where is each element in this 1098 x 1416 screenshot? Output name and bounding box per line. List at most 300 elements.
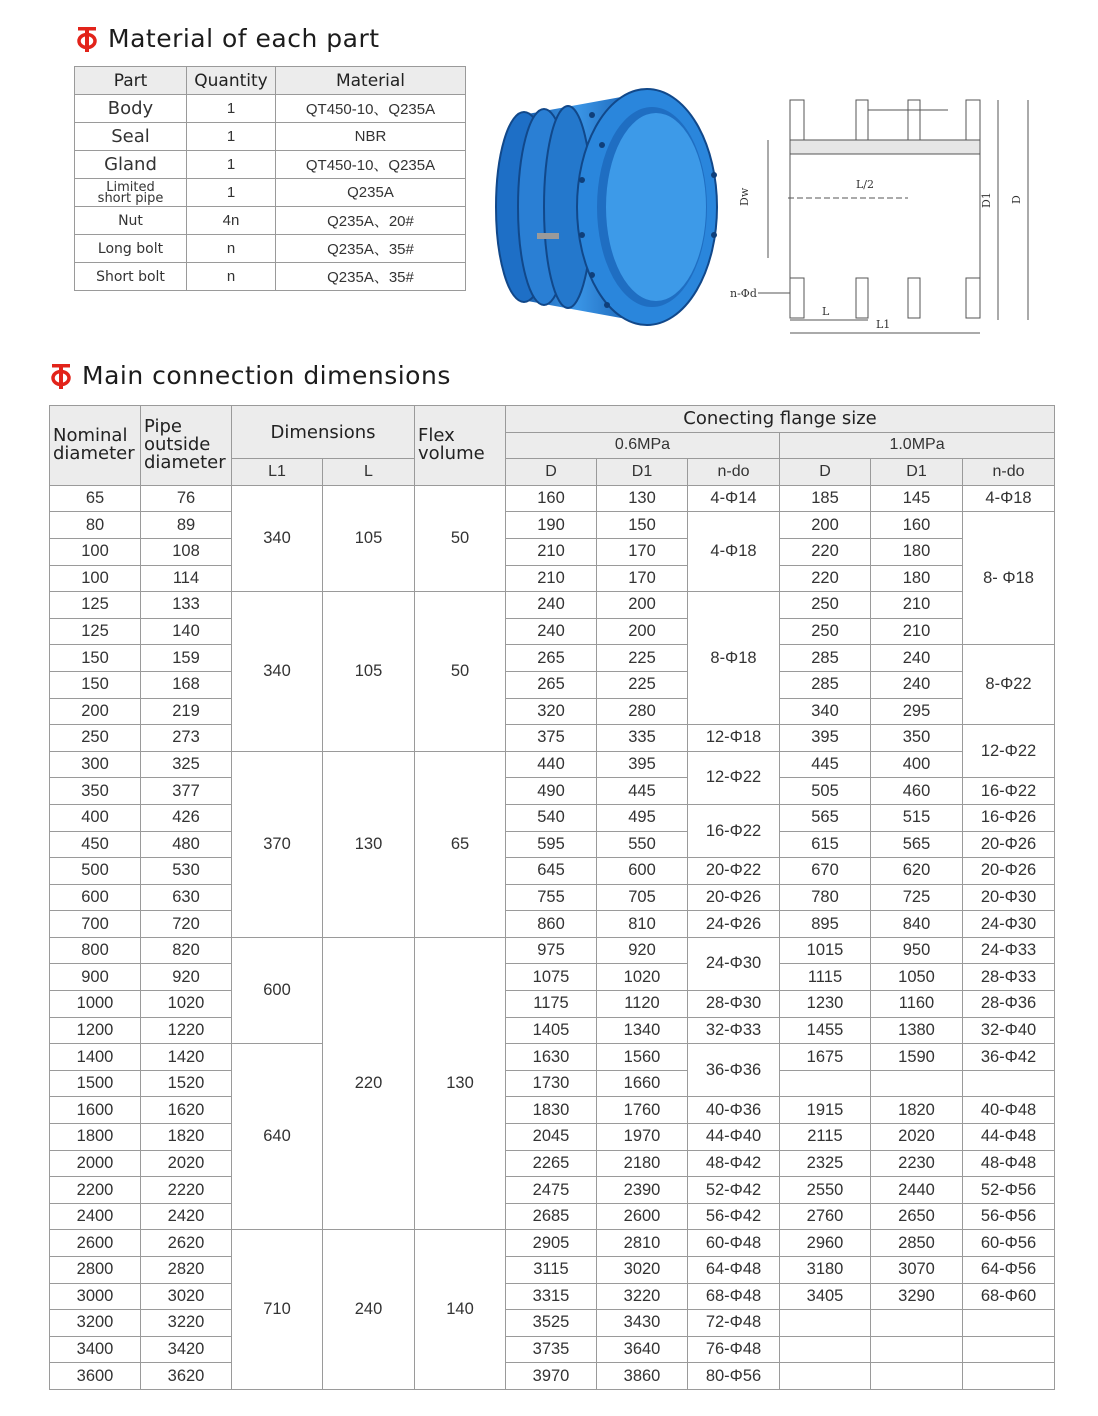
pipe-od-cell: 2220 <box>141 1177 232 1204</box>
part-cell: Short bolt <box>75 263 187 291</box>
quantity-cell: 4n <box>187 207 276 235</box>
header-line: Flex <box>418 425 455 447</box>
header-line: diameter <box>53 443 135 465</box>
d-10-cell: 1015 <box>780 937 871 964</box>
d1-10-cell: 2440 <box>871 1177 963 1204</box>
ndo-06-cell: 40-Φ36 <box>688 1097 780 1124</box>
d1-10-cell: 3070 <box>871 1257 963 1284</box>
ndo-06-cell: 16-Φ22 <box>688 804 780 857</box>
d1-06-cell: 395 <box>597 751 688 778</box>
column-header-d1: D1 <box>597 459 688 486</box>
table-header-row <box>50 406 1055 433</box>
d-10-cell: 2550 <box>780 1177 871 1204</box>
table-row <box>50 1124 1055 1151</box>
column-header-ndo: n-do <box>963 459 1055 486</box>
d1-06-cell: 2390 <box>597 1177 688 1204</box>
table-header-row <box>75 67 466 95</box>
table-row <box>75 263 466 291</box>
d1-06-cell: 1970 <box>597 1124 688 1151</box>
d1-10-cell: 1050 <box>871 964 963 991</box>
nominal-diameter-cell: 1200 <box>50 1017 141 1044</box>
d1-06-cell: 3020 <box>597 1257 688 1284</box>
d-10-cell: 615 <box>780 831 871 858</box>
table-row <box>75 235 466 263</box>
column-header-pressure: 0.6MPa <box>506 432 780 459</box>
nominal-diameter-cell: 700 <box>50 911 141 938</box>
d-06-cell: 2685 <box>506 1203 597 1230</box>
table-row <box>50 565 1055 592</box>
pipe-od-cell: 3220 <box>141 1310 232 1337</box>
d-10-cell <box>780 1070 871 1097</box>
d1-10-cell: 1590 <box>871 1044 963 1071</box>
table-row <box>75 151 466 179</box>
d1-06-cell: 130 <box>597 485 688 512</box>
ndo-06-cell: 52-Φ42 <box>688 1177 780 1204</box>
pipe-od-cell: 168 <box>141 671 232 698</box>
d1-06-cell: 1760 <box>597 1097 688 1124</box>
d-06-cell: 1830 <box>506 1097 597 1124</box>
ndo-06-cell: 24-Φ30 <box>688 937 780 990</box>
d-06-cell: 1175 <box>506 991 597 1018</box>
nominal-diameter-cell: 2400 <box>50 1203 141 1230</box>
ndo-06-cell: 20-Φ26 <box>688 884 780 911</box>
label-dw: Dw <box>738 187 751 206</box>
d1-06-cell: 3430 <box>597 1310 688 1337</box>
table-row <box>50 884 1055 911</box>
d-06-cell: 1730 <box>506 1070 597 1097</box>
pipe-od-cell: 2420 <box>141 1203 232 1230</box>
d1-06-cell: 150 <box>597 512 688 539</box>
table-row <box>50 538 1055 565</box>
pipe-od-cell: 76 <box>141 485 232 512</box>
d1-06-cell: 335 <box>597 725 688 752</box>
d1-06-cell: 3220 <box>597 1283 688 1310</box>
d-10-cell: 185 <box>780 485 871 512</box>
material-cell: Q235A、20# <box>276 207 466 235</box>
nominal-diameter-cell: 800 <box>50 937 141 964</box>
table-row <box>50 592 1055 619</box>
d1-10-cell <box>871 1336 963 1363</box>
header-line: Nominal <box>53 425 128 447</box>
ndo-10-cell: 36-Φ42 <box>963 1044 1055 1071</box>
table-row <box>50 512 1055 539</box>
label-nd: n-Φd <box>730 287 757 300</box>
ndo-10-cell <box>963 1310 1055 1337</box>
pipe-od-cell: 377 <box>141 778 232 805</box>
d-06-cell: 320 <box>506 698 597 725</box>
d1-10-cell: 1820 <box>871 1097 963 1124</box>
ndo-10-cell: 56-Φ56 <box>963 1203 1055 1230</box>
column-header-d: D <box>780 459 871 486</box>
d-06-cell: 160 <box>506 485 597 512</box>
d1-10-cell: 240 <box>871 645 963 672</box>
d-06-cell: 210 <box>506 538 597 565</box>
d1-10-cell: 1380 <box>871 1017 963 1044</box>
d-10-cell <box>780 1363 871 1390</box>
d-06-cell: 2045 <box>506 1124 597 1151</box>
ndo-06-cell: 8-Φ18 <box>688 592 780 725</box>
d-10-cell: 2960 <box>780 1230 871 1257</box>
d-10-cell: 285 <box>780 645 871 672</box>
l-cell: 130 <box>323 751 415 937</box>
l1-cell: 640 <box>232 1044 323 1230</box>
d-06-cell: 3735 <box>506 1336 597 1363</box>
dimensions-table <box>49 405 1055 1390</box>
table-row <box>50 778 1055 805</box>
part-cell: Long bolt <box>75 235 187 263</box>
d-10-cell: 445 <box>780 751 871 778</box>
pipe-od-cell: 1420 <box>141 1044 232 1071</box>
table-row <box>50 1177 1055 1204</box>
d1-06-cell: 225 <box>597 671 688 698</box>
d1-06-cell: 445 <box>597 778 688 805</box>
d1-06-cell: 495 <box>597 804 688 831</box>
d-10-cell <box>780 1336 871 1363</box>
d1-06-cell: 3860 <box>597 1363 688 1390</box>
nominal-diameter-cell: 3400 <box>50 1336 141 1363</box>
d-06-cell: 1075 <box>506 964 597 991</box>
nominal-diameter-cell: 600 <box>50 884 141 911</box>
d-10-cell: 3180 <box>780 1257 871 1284</box>
ndo-10-cell: 48-Φ48 <box>963 1150 1055 1177</box>
column-header-flex <box>415 406 506 486</box>
company-logo-icon <box>50 362 72 390</box>
header-line: outside <box>144 434 211 456</box>
d-06-cell: 3525 <box>506 1310 597 1337</box>
ndo-10-cell: 8- Φ18 <box>963 512 1055 645</box>
table-row <box>50 618 1055 645</box>
d1-06-cell: 550 <box>597 831 688 858</box>
table-row <box>50 1044 1055 1071</box>
ndo-10-cell: 32-Φ40 <box>963 1017 1055 1044</box>
nominal-diameter-cell: 65 <box>50 485 141 512</box>
d1-10-cell: 2230 <box>871 1150 963 1177</box>
d1-06-cell: 2180 <box>597 1150 688 1177</box>
column-header-l: L <box>323 459 415 486</box>
pipe-od-cell: 920 <box>141 964 232 991</box>
pipe-od-cell: 1020 <box>141 991 232 1018</box>
column-header: Part <box>75 67 187 95</box>
d-06-cell: 2905 <box>506 1230 597 1257</box>
d-06-cell: 975 <box>506 937 597 964</box>
table-row <box>75 123 466 151</box>
column-header-d1: D1 <box>871 459 963 486</box>
d-06-cell: 190 <box>506 512 597 539</box>
quantity-cell: 1 <box>187 123 276 151</box>
ndo-06-cell: 20-Φ22 <box>688 858 780 885</box>
d1-06-cell: 280 <box>597 698 688 725</box>
pipe-od-cell: 133 <box>141 592 232 619</box>
d1-10-cell: 400 <box>871 751 963 778</box>
label-half-l: L/2 <box>856 178 875 191</box>
d1-10-cell <box>871 1363 963 1390</box>
nominal-diameter-cell: 3200 <box>50 1310 141 1337</box>
table-row <box>50 937 1055 964</box>
nominal-diameter-cell: 200 <box>50 698 141 725</box>
material-cell: QT450-10、Q235A <box>276 95 466 123</box>
nominal-diameter-cell: 450 <box>50 831 141 858</box>
d-06-cell: 490 <box>506 778 597 805</box>
ndo-06-cell: 12-Φ18 <box>688 725 780 752</box>
nominal-diameter-cell: 1600 <box>50 1097 141 1124</box>
nominal-diameter-cell: 250 <box>50 725 141 752</box>
column-header: Material <box>276 67 466 95</box>
pipe-od-cell: 530 <box>141 858 232 885</box>
d-06-cell: 265 <box>506 671 597 698</box>
technical-drawing <box>728 88 1050 338</box>
pipe-od-cell: 1520 <box>141 1070 232 1097</box>
d-06-cell: 240 <box>506 592 597 619</box>
ndo-10-cell: 16-Φ26 <box>963 804 1055 831</box>
column-header-flange: Conecting flange size <box>506 406 1055 433</box>
nominal-diameter-cell: 1000 <box>50 991 141 1018</box>
d-10-cell: 2760 <box>780 1203 871 1230</box>
l-cell: 105 <box>323 485 415 591</box>
ndo-10-cell: 24-Φ33 <box>963 937 1055 964</box>
material-cell: Q235A、35# <box>276 263 466 291</box>
d1-06-cell: 1560 <box>597 1044 688 1071</box>
quantity-cell: n <box>187 263 276 291</box>
ndo-10-cell: 20-Φ30 <box>963 884 1055 911</box>
d-10-cell <box>780 1310 871 1337</box>
nominal-diameter-cell: 400 <box>50 804 141 831</box>
d-06-cell: 2475 <box>506 1177 597 1204</box>
nominal-diameter-cell: 2200 <box>50 1177 141 1204</box>
ndo-10-cell: 20-Φ26 <box>963 831 1055 858</box>
ndo-06-cell: 28-Φ30 <box>688 991 780 1018</box>
table-row <box>50 1283 1055 1310</box>
column-header-l1: L1 <box>232 459 323 486</box>
nominal-diameter-cell: 900 <box>50 964 141 991</box>
ndo-06-cell: 4-Φ18 <box>688 512 780 592</box>
nominal-diameter-cell: 80 <box>50 512 141 539</box>
d-06-cell: 860 <box>506 911 597 938</box>
ndo-10-cell: 12-Φ22 <box>963 725 1055 778</box>
table-row <box>50 1257 1055 1284</box>
d-10-cell: 220 <box>780 538 871 565</box>
table-row <box>50 1363 1055 1390</box>
d-10-cell: 505 <box>780 778 871 805</box>
d-06-cell: 755 <box>506 884 597 911</box>
column-header-d: D <box>506 459 597 486</box>
d-06-cell: 645 <box>506 858 597 885</box>
d1-06-cell: 600 <box>597 858 688 885</box>
d-10-cell: 200 <box>780 512 871 539</box>
pipe-od-cell: 820 <box>141 937 232 964</box>
d1-06-cell: 1660 <box>597 1070 688 1097</box>
flex-volume-cell: 130 <box>415 937 506 1230</box>
nominal-diameter-cell: 2600 <box>50 1230 141 1257</box>
d-10-cell: 2325 <box>780 1150 871 1177</box>
ndo-10-cell: 40-Φ48 <box>963 1097 1055 1124</box>
pipe-od-cell: 1220 <box>141 1017 232 1044</box>
d-06-cell: 265 <box>506 645 597 672</box>
d1-10-cell: 3290 <box>871 1283 963 1310</box>
d-06-cell: 3315 <box>506 1283 597 1310</box>
ndo-10-cell <box>963 1070 1055 1097</box>
l1-cell: 340 <box>232 485 323 591</box>
d-06-cell: 2265 <box>506 1150 597 1177</box>
d1-10-cell: 160 <box>871 512 963 539</box>
d1-10-cell: 515 <box>871 804 963 831</box>
table-row <box>50 858 1055 885</box>
table-row <box>50 991 1055 1018</box>
d1-10-cell: 240 <box>871 671 963 698</box>
part-line: short pipe <box>97 190 164 206</box>
d1-10-cell: 460 <box>871 778 963 805</box>
section-title: Main connection dimensions <box>82 361 451 390</box>
d1-06-cell: 2600 <box>597 1203 688 1230</box>
d-10-cell: 250 <box>780 592 871 619</box>
quantity-cell: 1 <box>187 179 276 207</box>
d-06-cell: 1405 <box>506 1017 597 1044</box>
part-line: Limited <box>106 179 155 195</box>
d1-06-cell: 170 <box>597 565 688 592</box>
ndo-06-cell: 12-Φ22 <box>688 751 780 804</box>
table-row <box>50 1070 1055 1097</box>
pipe-od-cell: 2620 <box>141 1230 232 1257</box>
nominal-diameter-cell: 500 <box>50 858 141 885</box>
table-row <box>50 751 1055 778</box>
ndo-06-cell: 32-Φ33 <box>688 1017 780 1044</box>
d1-10-cell: 950 <box>871 937 963 964</box>
nominal-diameter-cell: 150 <box>50 671 141 698</box>
d-10-cell: 565 <box>780 804 871 831</box>
quantity-cell: 1 <box>187 95 276 123</box>
table-row <box>50 911 1055 938</box>
ndo-10-cell: 64-Φ56 <box>963 1257 1055 1284</box>
table-row <box>50 645 1055 672</box>
column-header-nominal <box>50 406 141 486</box>
d1-10-cell: 1160 <box>871 991 963 1018</box>
d1-10-cell: 2850 <box>871 1230 963 1257</box>
flex-volume-cell: 50 <box>415 592 506 752</box>
material-cell: QT450-10、Q235A <box>276 151 466 179</box>
company-logo-icon <box>76 25 98 53</box>
d-06-cell: 595 <box>506 831 597 858</box>
pipe-od-cell: 720 <box>141 911 232 938</box>
column-header-pipe-od <box>141 406 232 486</box>
quantity-cell: n <box>187 235 276 263</box>
part-cell <box>75 179 187 207</box>
d-06-cell: 540 <box>506 804 597 831</box>
d-06-cell: 210 <box>506 565 597 592</box>
d-10-cell: 250 <box>780 618 871 645</box>
material-cell: Q235A <box>276 179 466 207</box>
nominal-diameter-cell: 3000 <box>50 1283 141 1310</box>
table-row <box>50 725 1055 752</box>
d1-10-cell: 725 <box>871 884 963 911</box>
table-row <box>50 1097 1055 1124</box>
flex-volume-cell: 140 <box>415 1230 506 1390</box>
d1-10-cell <box>871 1310 963 1337</box>
d-10-cell: 780 <box>780 884 871 911</box>
d-10-cell: 340 <box>780 698 871 725</box>
table-row <box>75 207 466 235</box>
d-10-cell: 1230 <box>780 991 871 1018</box>
d-10-cell: 2115 <box>780 1124 871 1151</box>
header-line: Pipe <box>144 416 182 438</box>
nominal-diameter-cell: 125 <box>50 592 141 619</box>
ndo-06-cell: 4-Φ14 <box>688 485 780 512</box>
d1-06-cell: 3640 <box>597 1336 688 1363</box>
pipe-od-cell: 630 <box>141 884 232 911</box>
pipe-od-cell: 3020 <box>141 1283 232 1310</box>
part-cell: Gland <box>75 151 187 179</box>
table-row <box>50 804 1055 831</box>
d1-06-cell: 200 <box>597 592 688 619</box>
label-l: L <box>822 305 830 318</box>
table-row <box>75 179 466 207</box>
nominal-diameter-cell: 100 <box>50 538 141 565</box>
ndo-10-cell: 68-Φ60 <box>963 1283 1055 1310</box>
ndo-06-cell: 36-Φ36 <box>688 1044 780 1097</box>
table-row <box>50 671 1055 698</box>
ndo-10-cell: 4-Φ18 <box>963 485 1055 512</box>
table-row <box>50 1336 1055 1363</box>
ndo-10-cell: 52-Φ56 <box>963 1177 1055 1204</box>
pipe-od-cell: 159 <box>141 645 232 672</box>
d1-06-cell: 170 <box>597 538 688 565</box>
nominal-diameter-cell: 2000 <box>50 1150 141 1177</box>
d-10-cell: 220 <box>780 565 871 592</box>
l-cell: 105 <box>323 592 415 752</box>
l-cell: 240 <box>323 1230 415 1390</box>
d-06-cell: 1630 <box>506 1044 597 1071</box>
d-10-cell: 285 <box>780 671 871 698</box>
product-photo <box>482 85 722 330</box>
flex-volume-cell: 65 <box>415 751 506 937</box>
label-d1: D1 <box>980 192 993 208</box>
nominal-diameter-cell: 2800 <box>50 1257 141 1284</box>
ndo-06-cell: 44-Φ40 <box>688 1124 780 1151</box>
d1-10-cell: 840 <box>871 911 963 938</box>
d-06-cell: 440 <box>506 751 597 778</box>
pipe-od-cell: 2020 <box>141 1150 232 1177</box>
material-cell: NBR <box>276 123 466 151</box>
nominal-diameter-cell: 150 <box>50 645 141 672</box>
d1-10-cell <box>871 1070 963 1097</box>
pipe-od-cell: 219 <box>141 698 232 725</box>
ndo-06-cell: 24-Φ26 <box>688 911 780 938</box>
nominal-diameter-cell: 100 <box>50 565 141 592</box>
d1-06-cell: 200 <box>597 618 688 645</box>
d1-10-cell: 620 <box>871 858 963 885</box>
d1-10-cell: 565 <box>871 831 963 858</box>
flex-volume-cell: 50 <box>415 485 506 591</box>
part-cell: Body <box>75 95 187 123</box>
d1-10-cell: 2650 <box>871 1203 963 1230</box>
pipe-od-cell: 114 <box>141 565 232 592</box>
d-10-cell: 3405 <box>780 1283 871 1310</box>
d1-10-cell: 210 <box>871 618 963 645</box>
d1-06-cell: 705 <box>597 884 688 911</box>
ndo-06-cell: 68-Φ48 <box>688 1283 780 1310</box>
ndo-10-cell: 24-Φ30 <box>963 911 1055 938</box>
pipe-od-cell: 480 <box>141 831 232 858</box>
d1-10-cell: 180 <box>871 538 963 565</box>
table-row <box>50 831 1055 858</box>
l1-cell: 370 <box>232 751 323 937</box>
d1-10-cell: 350 <box>871 725 963 752</box>
d-10-cell: 1915 <box>780 1097 871 1124</box>
d1-10-cell: 145 <box>871 485 963 512</box>
ndo-10-cell: 44-Φ48 <box>963 1124 1055 1151</box>
pipe-od-cell: 108 <box>141 538 232 565</box>
d1-06-cell: 1120 <box>597 991 688 1018</box>
material-table <box>74 66 466 291</box>
d-10-cell: 1455 <box>780 1017 871 1044</box>
